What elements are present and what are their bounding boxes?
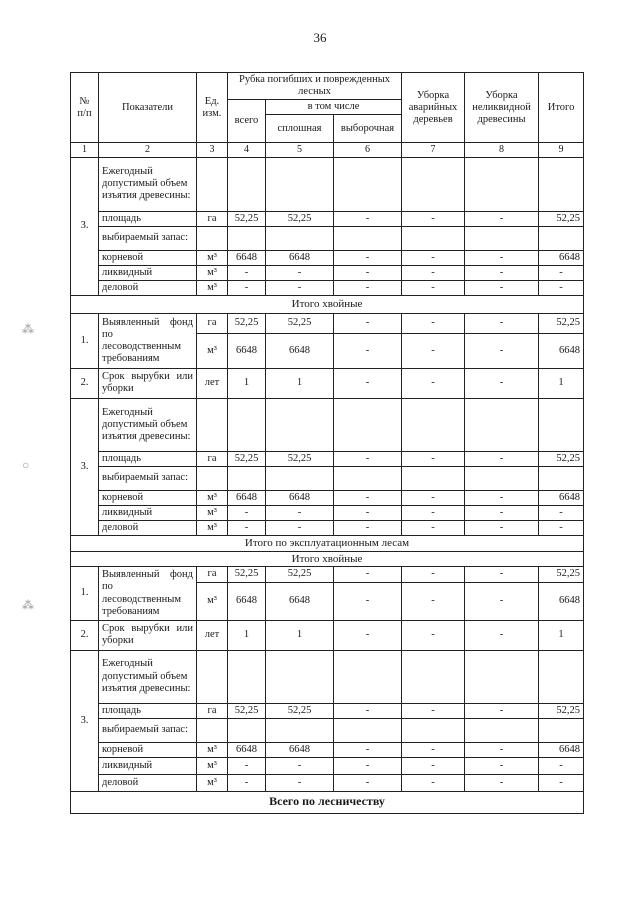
column-number: 5	[266, 143, 334, 158]
value-cell: -	[334, 521, 402, 536]
table-row	[71, 506, 584, 521]
liquid-label: ликвидный	[99, 757, 197, 774]
value-cell: -	[402, 211, 465, 226]
section-heading-forestry-total: Всего по лесничеству	[71, 791, 584, 813]
value-cell: -	[266, 774, 334, 791]
value-cell: 52,25	[539, 703, 584, 718]
unit-cell: м³	[197, 280, 228, 295]
value-cell: 1	[228, 620, 266, 650]
value-cell: 6648	[539, 333, 584, 368]
value-cell: 1	[266, 620, 334, 650]
header-total-all: всего	[228, 100, 266, 143]
value-cell: 52,25	[266, 451, 334, 466]
value-cell: -	[402, 567, 465, 582]
value-cell: 52,25	[539, 211, 584, 226]
value-cell: -	[465, 742, 539, 757]
column-number: 3	[197, 143, 228, 158]
value-cell: 6648	[228, 742, 266, 757]
value-cell: 52,25	[266, 211, 334, 226]
value-cell: -	[402, 280, 465, 295]
header-emergency: Уборка аварийных деревьев	[402, 73, 465, 143]
selected-stock-label: выбираемый запас:	[99, 718, 197, 742]
value-cell: -	[334, 451, 402, 466]
identified-fund-label: Выявленный фонд по лесоводственным требованиям	[99, 567, 197, 620]
value-cell: -	[334, 757, 402, 774]
value-cell: -	[465, 250, 539, 265]
commercial-label: деловой	[99, 521, 197, 536]
area-label: площадь	[99, 211, 197, 226]
margin-mark: ⁂	[22, 322, 34, 336]
forestry-table	[70, 72, 584, 814]
column-number: 1	[71, 143, 99, 158]
table-row	[71, 250, 584, 265]
row-number: 3.	[71, 398, 99, 535]
unit-cell: га	[197, 567, 228, 582]
value-cell: 6648	[266, 333, 334, 368]
unit-cell: га	[197, 211, 228, 226]
commercial-label: деловой	[99, 774, 197, 791]
value-cell: -	[539, 521, 584, 536]
liquid-label: ликвидный	[99, 506, 197, 521]
column-number: 9	[539, 143, 584, 158]
area-label: площадь	[99, 703, 197, 718]
value-cell: 1	[228, 368, 266, 398]
table-row	[71, 313, 584, 333]
unit-cell: лет	[197, 620, 228, 650]
value-cell: -	[465, 774, 539, 791]
unit-cell: м³	[197, 521, 228, 536]
value-cell: -	[334, 582, 402, 620]
value-cell: -	[465, 265, 539, 280]
column-number: 8	[465, 143, 539, 158]
value-cell: -	[465, 757, 539, 774]
table-row	[71, 368, 584, 398]
value-cell: -	[465, 491, 539, 506]
value-cell: -	[334, 280, 402, 295]
value-cell: -	[402, 368, 465, 398]
column-number: 2	[99, 143, 197, 158]
value-cell: 52,25	[228, 313, 266, 333]
margin-mark: ⁂	[22, 598, 34, 612]
root-label: корневой	[99, 742, 197, 757]
period-label: Срок вырубки или уборки	[99, 368, 197, 398]
value-cell: 52,25	[228, 451, 266, 466]
table-row	[71, 703, 584, 718]
value-cell: 6648	[539, 742, 584, 757]
value-cell: -	[465, 313, 539, 333]
selected-stock-label: выбираемый запас:	[99, 467, 197, 491]
value-cell: -	[465, 582, 539, 620]
column-number: 4	[228, 143, 266, 158]
table-row	[71, 280, 584, 295]
margin-mark: ○	[22, 458, 30, 472]
value-cell: -	[228, 774, 266, 791]
value-cell: -	[539, 280, 584, 295]
value-cell: 52,25	[266, 313, 334, 333]
value-cell: -	[402, 451, 465, 466]
value-cell: -	[228, 506, 266, 521]
value-cell: -	[228, 521, 266, 536]
unit-cell: м³	[197, 491, 228, 506]
table-row	[71, 774, 584, 791]
table-row	[71, 620, 584, 650]
value-cell: -	[266, 521, 334, 536]
root-label: корневой	[99, 250, 197, 265]
selected-stock-label: выбираемый запас:	[99, 226, 197, 250]
value-cell: 1	[266, 368, 334, 398]
value-cell: -	[266, 757, 334, 774]
value-cell: -	[402, 313, 465, 333]
value-cell: 1	[539, 368, 584, 398]
value-cell: -	[402, 250, 465, 265]
header-cutting-group: Рубка погибших и поврежденных лесных	[228, 73, 402, 100]
unit-cell: м³	[197, 774, 228, 791]
value-cell: 6648	[228, 582, 266, 620]
value-cell: -	[539, 757, 584, 774]
value-cell: -	[465, 620, 539, 650]
value-cell: -	[402, 742, 465, 757]
value-cell: -	[402, 491, 465, 506]
liquid-label: ликвидный	[99, 265, 197, 280]
value-cell: 6648	[266, 250, 334, 265]
value-cell: -	[465, 211, 539, 226]
unit-cell: м³	[197, 265, 228, 280]
identified-fund-label: Выявленный фонд по лесоводственным требованиям	[99, 313, 197, 368]
value-cell: 6648	[228, 333, 266, 368]
section-heading: Итого хвойные	[71, 551, 584, 567]
header-selective: выборочная	[334, 115, 402, 143]
value-cell: 52,25	[539, 313, 584, 333]
value-cell: -	[465, 521, 539, 536]
row-number: 2.	[71, 368, 99, 398]
section-heading: Итого по эксплуатационным лесам	[71, 536, 584, 552]
value-cell: -	[334, 567, 402, 582]
value-cell: -	[228, 265, 266, 280]
table-row	[71, 567, 584, 582]
value-cell: -	[266, 506, 334, 521]
value-cell: -	[465, 451, 539, 466]
table-row	[71, 521, 584, 536]
column-number: 6	[334, 143, 402, 158]
unit-cell: м³	[197, 582, 228, 620]
header-unit: Ед. изм.	[197, 73, 228, 143]
value-cell: -	[228, 280, 266, 295]
value-cell: -	[465, 333, 539, 368]
table-row	[71, 451, 584, 466]
value-cell: -	[334, 368, 402, 398]
value-cell: -	[334, 491, 402, 506]
area-label: площадь	[99, 451, 197, 466]
value-cell: 6648	[539, 582, 584, 620]
value-cell: -	[402, 620, 465, 650]
value-cell: -	[334, 774, 402, 791]
value-cell: -	[266, 265, 334, 280]
unit-cell: га	[197, 451, 228, 466]
value-cell: -	[539, 774, 584, 791]
value-cell: 6648	[539, 250, 584, 265]
unit-cell: м³	[197, 250, 228, 265]
value-cell: -	[266, 280, 334, 295]
unit-cell: га	[197, 313, 228, 333]
root-label: корневой	[99, 491, 197, 506]
value-cell: 52,25	[266, 703, 334, 718]
unit-cell: м³	[197, 742, 228, 757]
value-cell: -	[334, 265, 402, 280]
value-cell: -	[465, 567, 539, 582]
value-cell: 1	[539, 620, 584, 650]
table-row	[71, 742, 584, 757]
row-number: 1.	[71, 567, 99, 620]
allowable-volume-label: Ежегодный допустимый объем изъятия древесины:	[99, 157, 197, 211]
value-cell: -	[465, 368, 539, 398]
value-cell: 6648	[266, 491, 334, 506]
row-number: 3.	[71, 157, 99, 295]
commercial-label: деловой	[99, 280, 197, 295]
value-cell: -	[334, 506, 402, 521]
value-cell: -	[465, 506, 539, 521]
value-cell: -	[402, 757, 465, 774]
value-cell: -	[334, 333, 402, 368]
value-cell: 52,25	[228, 211, 266, 226]
value-cell: -	[402, 774, 465, 791]
value-cell: -	[465, 280, 539, 295]
value-cell: 52,25	[539, 451, 584, 466]
table-row	[71, 265, 584, 280]
value-cell: 6648	[266, 582, 334, 620]
value-cell: 6648	[228, 250, 266, 265]
value-cell: -	[402, 506, 465, 521]
table-row	[71, 211, 584, 226]
value-cell: 52,25	[228, 567, 266, 582]
unit-cell: га	[197, 703, 228, 718]
value-cell: 6648	[266, 742, 334, 757]
value-cell: -	[402, 582, 465, 620]
header-clear: сплошная	[266, 115, 334, 143]
value-cell: -	[402, 521, 465, 536]
value-cell: -	[402, 265, 465, 280]
value-cell: 52,25	[539, 567, 584, 582]
table-row	[71, 757, 584, 774]
value-cell: 6648	[539, 491, 584, 506]
value-cell: -	[334, 313, 402, 333]
header-including: в том числе	[266, 100, 402, 115]
unit-cell: м³	[197, 506, 228, 521]
value-cell: -	[539, 506, 584, 521]
table-row	[71, 491, 584, 506]
header-total: Итого	[539, 73, 584, 143]
value-cell: 52,25	[228, 703, 266, 718]
unit-cell: м³	[197, 333, 228, 368]
row-number: 1.	[71, 313, 99, 368]
header-indicators: Показатели	[99, 73, 197, 143]
value-cell: -	[228, 757, 266, 774]
column-number: 7	[402, 143, 465, 158]
value-cell: -	[402, 703, 465, 718]
value-cell: -	[334, 250, 402, 265]
value-cell: -	[334, 703, 402, 718]
row-number: 2.	[71, 620, 99, 650]
value-cell: -	[334, 742, 402, 757]
header-illiquid: Уборка неликвидной древесины	[465, 73, 539, 143]
unit-cell: м³	[197, 757, 228, 774]
header-num: № п/п	[71, 73, 99, 143]
value-cell: -	[402, 333, 465, 368]
value-cell: -	[334, 620, 402, 650]
value-cell: -	[539, 265, 584, 280]
period-label: Срок вырубки или уборки	[99, 620, 197, 650]
unit-cell: лет	[197, 368, 228, 398]
allowable-volume-label: Ежегодный допустимый объем изъятия древесины:	[99, 650, 197, 703]
section-heading: Итого хвойные	[71, 295, 584, 313]
page-number: 36	[313, 30, 327, 45]
row-number: 3.	[71, 650, 99, 791]
value-cell: 52,25	[266, 567, 334, 582]
value-cell: -	[465, 703, 539, 718]
value-cell: -	[334, 211, 402, 226]
allowable-volume-label: Ежегодный допустимый объем изъятия древесины:	[99, 398, 197, 451]
value-cell: 6648	[228, 491, 266, 506]
